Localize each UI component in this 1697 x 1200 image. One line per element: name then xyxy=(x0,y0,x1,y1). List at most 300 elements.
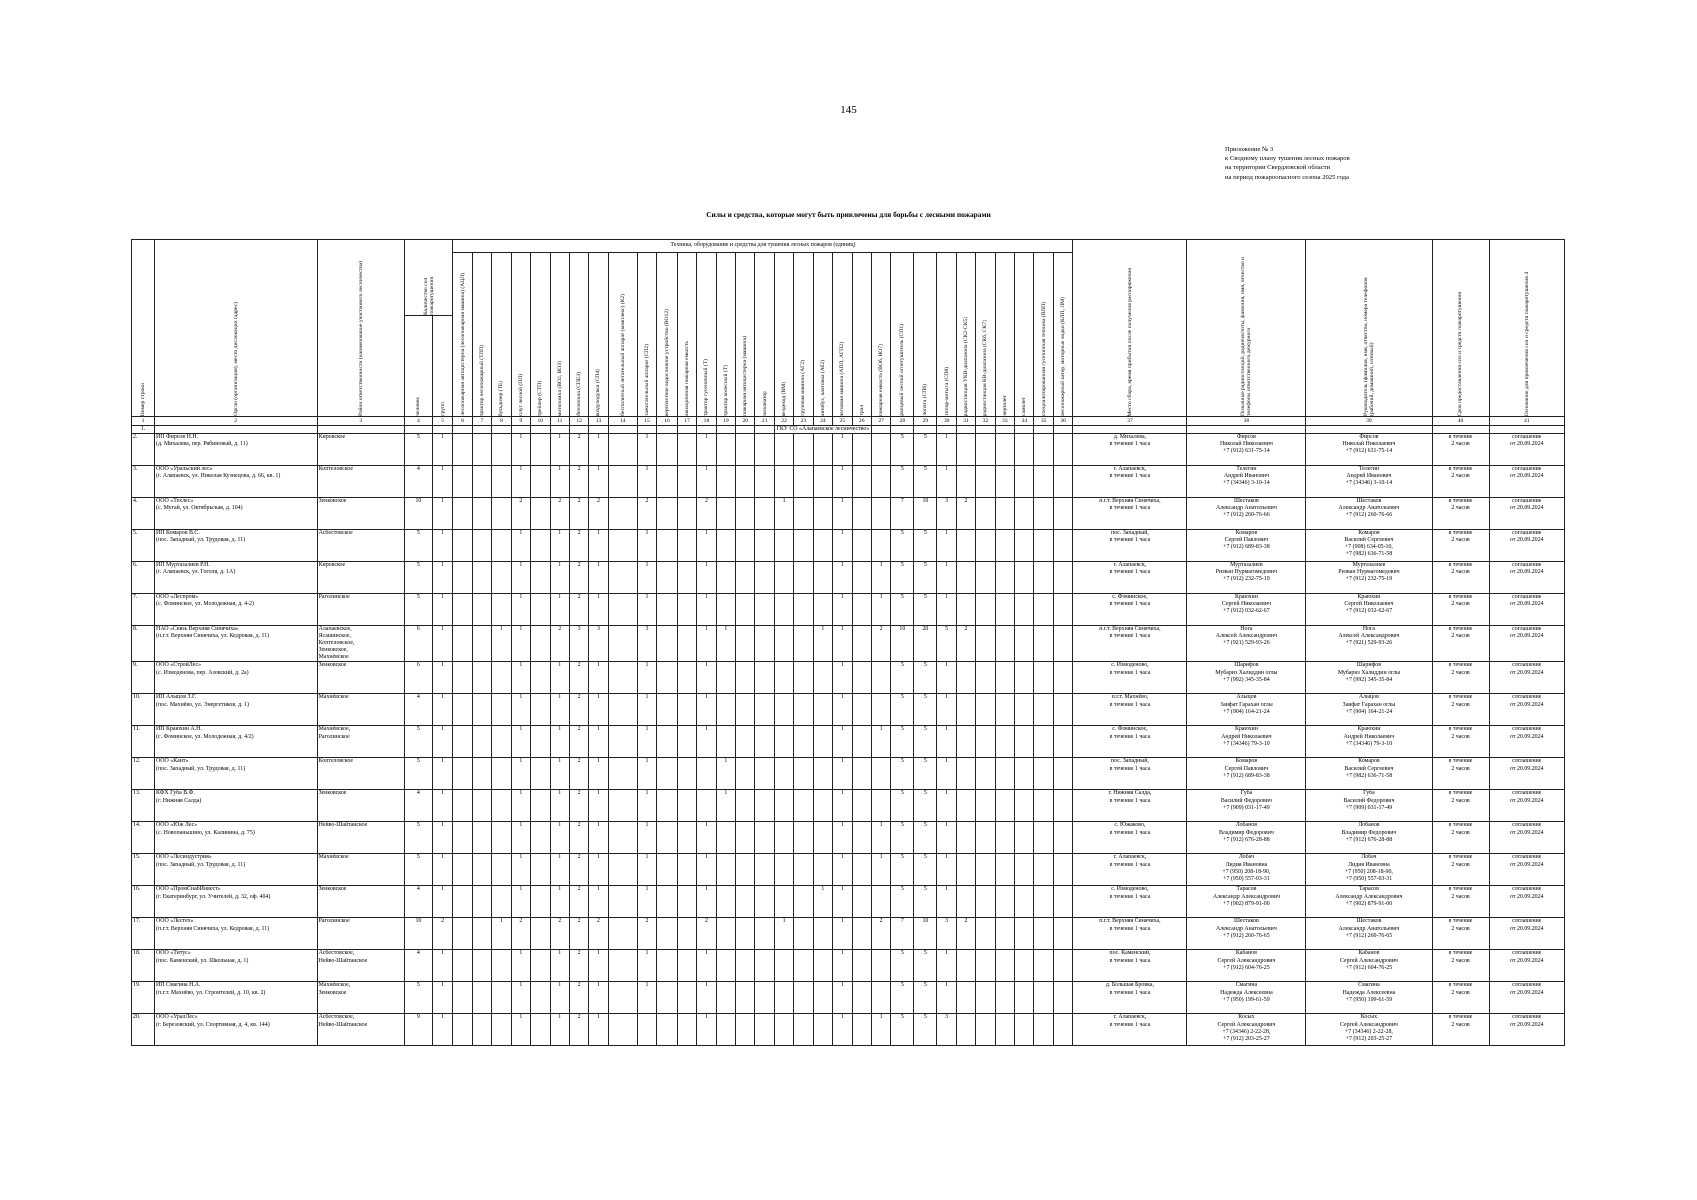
equipment-count xyxy=(608,434,637,466)
gathering-cell: пос. Каменский, в течение 1 часа xyxy=(1073,950,1187,982)
equipment-count xyxy=(774,790,793,822)
equipment-count: 1 xyxy=(716,626,735,662)
equipment-count xyxy=(716,662,735,694)
equipment-count xyxy=(608,982,637,1014)
equipment-count: 1 xyxy=(589,594,608,626)
equipment-count xyxy=(472,530,491,562)
equipment-count xyxy=(1053,726,1073,758)
people-count: 5 xyxy=(404,726,432,758)
district-cell: Зенковское xyxy=(317,662,404,694)
equipment-count xyxy=(794,854,813,886)
equipment-count: 1 xyxy=(697,626,716,662)
equipment-count xyxy=(755,530,774,562)
org-cell: ООО «УралЛес» (г. Березовский, ул. Спортивная, д. 4, кв. 144) xyxy=(155,1014,318,1046)
column-number: 20 xyxy=(736,417,755,426)
term-cell: в течение 2 часов xyxy=(1432,886,1489,918)
equipment-count: 1 xyxy=(589,790,608,822)
equipment-count xyxy=(774,886,793,918)
equipment-count xyxy=(774,726,793,758)
row-number: 14. xyxy=(132,822,155,854)
equipment-count xyxy=(1015,790,1034,822)
equipment-count xyxy=(852,918,871,950)
district-cell: Алапаевское, Ясашинское, Коптеловское, Зенковское, Махнёвское xyxy=(317,626,404,662)
column-number: 35 xyxy=(1034,417,1053,426)
equipment-count: 1 xyxy=(697,530,716,562)
header-equipment-10-text: трейлер (СТП) xyxy=(537,380,544,416)
header-equipment-30-text: топор-мотыга (СП8) xyxy=(943,367,950,416)
equipment-count xyxy=(657,950,678,982)
equipment-count: 1 xyxy=(697,694,716,726)
equipment-count: 2 xyxy=(569,726,588,758)
equipment-count xyxy=(976,530,995,562)
gathering-cell: пос. Западный, в течение 1 часа xyxy=(1073,758,1187,790)
equipment-count xyxy=(677,982,696,1014)
equipment-count: 1 xyxy=(511,662,530,694)
people-count: 4 xyxy=(404,694,432,726)
groups-count: 1 xyxy=(432,822,453,854)
equipment-count xyxy=(813,758,832,790)
column-number: 19 xyxy=(716,417,735,426)
equipment-count xyxy=(976,694,995,726)
equipment-count xyxy=(608,822,637,854)
column-number: 32 xyxy=(976,417,995,426)
equipment-count xyxy=(755,626,774,662)
equipment-count xyxy=(736,466,755,498)
equipment-count: 2 xyxy=(569,950,588,982)
equipment-count: 1 xyxy=(833,758,852,790)
table-row xyxy=(132,918,1565,950)
equipment-count xyxy=(852,626,871,662)
equipment-count xyxy=(1015,626,1034,662)
equipment-count xyxy=(677,822,696,854)
column-number: 27 xyxy=(871,417,890,426)
equipment-count xyxy=(1015,466,1034,498)
gathering-cell: г. Алапаевск, в течение 1 часа xyxy=(1073,466,1187,498)
equipment-count xyxy=(736,854,755,886)
equipment-count xyxy=(755,498,774,530)
equipment-count: 5 xyxy=(914,562,937,594)
column-number: 14 xyxy=(608,417,637,426)
table-row xyxy=(132,950,1565,982)
head-cell: Телегин Андрей Иванович +7 (34346) 3-10-14 xyxy=(1306,466,1432,498)
row-number: 13. xyxy=(132,790,155,822)
equipment-count xyxy=(852,854,871,886)
column-number: 5 xyxy=(432,417,453,426)
org-cell: ООО «СтройЛес» (с. Измоденова, пер. Азовский, д. 2а) xyxy=(155,662,318,694)
equipment-count xyxy=(736,758,755,790)
equipment-count: 1 xyxy=(937,790,956,822)
equipment-count xyxy=(1034,886,1053,918)
org-cell: ООО «Леспром» (с. Фоминское, ул. Молодежная, д. 4-2) xyxy=(155,594,318,626)
equipment-count xyxy=(1053,822,1073,854)
equipment-count: 1 xyxy=(492,918,511,950)
term-cell: в течение 2 часов xyxy=(1432,726,1489,758)
row-number: 6. xyxy=(132,562,155,594)
equipment-count xyxy=(1053,594,1073,626)
equipment-count xyxy=(794,498,813,530)
equipment-count xyxy=(608,918,637,950)
equipment-count xyxy=(472,434,491,466)
head-cell: Краюхин Андрей Николаевич +7 (34346) 79-3-10 xyxy=(1306,726,1432,758)
equipment-count xyxy=(608,662,637,694)
equipment-count xyxy=(755,854,774,886)
row-number: 10. xyxy=(132,694,155,726)
equipment-count: 1 xyxy=(550,854,569,886)
equipment-count xyxy=(531,562,550,594)
column-number: 21 xyxy=(755,417,774,426)
equipment-count: 1 xyxy=(697,466,716,498)
equipment-count xyxy=(453,694,472,726)
equipment-count: 2 xyxy=(569,886,588,918)
equipment-count xyxy=(774,466,793,498)
appendix-note xyxy=(1225,145,1350,182)
equipment-count: 2 xyxy=(569,694,588,726)
equipment-count xyxy=(716,1014,735,1046)
header-equipment-34-text: самолет xyxy=(1021,396,1028,416)
equipment-count: 5 xyxy=(891,530,914,562)
equipment-count xyxy=(657,466,678,498)
head-cell: Лобанов Владимир Федорович +7 (912) 676-28-88 xyxy=(1306,822,1432,854)
equipment-count: 5 xyxy=(914,950,937,982)
column-number: 39 xyxy=(1306,417,1432,426)
equipment-count xyxy=(852,1014,871,1046)
table-row xyxy=(132,466,1565,498)
equipment-count: 1 xyxy=(871,726,890,758)
equipment-count xyxy=(716,562,735,594)
equipment-count: 1 xyxy=(697,662,716,694)
equipment-count xyxy=(956,726,975,758)
equipment-count xyxy=(1053,662,1073,694)
equipment-count: 1 xyxy=(937,562,956,594)
header-equipment-19-text: трактор колесный (Т) xyxy=(722,364,729,416)
equipment-count: 1 xyxy=(511,726,530,758)
equipment-count: 5 xyxy=(914,822,937,854)
org-cell: ИП Алыцов З.Г. (пос. Махнёво, ул. Энергетиков, д. 1) xyxy=(155,694,318,726)
header-equipment-24 xyxy=(813,253,832,417)
equipment-count xyxy=(956,886,975,918)
term-cell: в течение 2 часов xyxy=(1432,498,1489,530)
equipment-count xyxy=(1015,1014,1034,1046)
empty-cell xyxy=(914,426,937,434)
row-number: 5. xyxy=(132,530,155,562)
empty-cell xyxy=(956,426,975,434)
equipment-count xyxy=(755,594,774,626)
header-basis-text: Основание для привлечения сил и средств пожаротушения 4 xyxy=(1523,271,1530,416)
empty-cell xyxy=(1432,426,1489,434)
equipment-count: 1 xyxy=(550,562,569,594)
equipment-count xyxy=(956,530,975,562)
empty-cell xyxy=(937,426,956,434)
equipment-count: 1 xyxy=(511,466,530,498)
equipment-count xyxy=(976,790,995,822)
header-people xyxy=(404,316,432,417)
equipment-count xyxy=(995,466,1014,498)
equipment-count xyxy=(852,434,871,466)
groups-count: 1 xyxy=(432,626,453,662)
equipment-count xyxy=(774,822,793,854)
equipment-count: 1 xyxy=(833,626,852,662)
empty-cell xyxy=(569,426,588,434)
org-cell: ООО «Техлес» (с. Мугай, ул. Октябрьская, д. 104) xyxy=(155,498,318,530)
people-count: 10 xyxy=(404,918,432,950)
radio-cell: Фирсов Николай Николаевич +7 (912) 631-75-14 xyxy=(1187,434,1306,466)
equipment-count xyxy=(976,662,995,694)
header-equipment-6 xyxy=(453,253,472,417)
empty-cell xyxy=(637,426,656,434)
equipment-count xyxy=(736,1014,755,1046)
equipment-count xyxy=(794,434,813,466)
equipment-count xyxy=(657,434,678,466)
equipment-count: 2 xyxy=(550,626,569,662)
equipment-count xyxy=(813,434,832,466)
equipment-count: 1 xyxy=(937,822,956,854)
equipment-count xyxy=(871,950,890,982)
header-groups-text: групп xyxy=(439,402,446,416)
empty-cell xyxy=(608,426,637,434)
people-count: 5 xyxy=(404,530,432,562)
column-number: 41 xyxy=(1489,417,1564,426)
equipment-count xyxy=(1053,562,1073,594)
equipment-count: 5 xyxy=(891,822,914,854)
term-cell: в течение 2 часов xyxy=(1432,918,1489,950)
basis-cell: соглашение от 20.09.2024 xyxy=(1489,498,1564,530)
equipment-count xyxy=(995,562,1014,594)
equipment-count xyxy=(794,530,813,562)
district-cell: Махнёвское xyxy=(317,854,404,886)
head-cell: Нога Алексей Александрович +7 (921) 529-93-26 xyxy=(1306,626,1432,662)
equipment-count xyxy=(716,498,735,530)
column-number: 15 xyxy=(637,417,656,426)
equipment-count: 2 xyxy=(569,1014,588,1046)
equipment-count: 1 xyxy=(937,594,956,626)
equipment-count xyxy=(716,982,735,1014)
empty-cell xyxy=(1306,426,1432,434)
table-row xyxy=(132,530,1565,562)
column-number: 18 xyxy=(697,417,716,426)
equipment-count: 5 xyxy=(914,758,937,790)
equipment-count: 1 xyxy=(589,694,608,726)
gathering-cell: г. Алапаевск, в течение 1 часа xyxy=(1073,1014,1187,1046)
org-cell: ООО «Кант» (пос. Западный, ул. Трудовая, д. 11) xyxy=(155,758,318,790)
equipment-count xyxy=(472,854,491,886)
head-cell: Кабанов Сергей Александрович +7 (912) 604-76-25 xyxy=(1306,950,1432,982)
equipment-count xyxy=(736,822,755,854)
row-number: 2. xyxy=(132,434,155,466)
equipment-count xyxy=(492,982,511,1014)
equipment-count: 1 xyxy=(833,1014,852,1046)
header-equipment-10 xyxy=(531,253,550,417)
equipment-count: 1 xyxy=(589,854,608,886)
equipment-count xyxy=(774,982,793,1014)
equipment-count xyxy=(813,562,832,594)
equipment-count xyxy=(956,434,975,466)
org-cell: ООО «ПромСнабИнвест» (г. Екатеринбург, ул. Учителей, д. 32, оф. 404) xyxy=(155,886,318,918)
equipment-count: 1 xyxy=(833,434,852,466)
header-equipment-26 xyxy=(852,253,871,417)
equipment-count xyxy=(976,498,995,530)
equipment-count xyxy=(472,950,491,982)
equipment-count: 5 xyxy=(937,626,956,662)
equipment-count xyxy=(871,498,890,530)
header-district-text: Район ответственности (наименование участкового лесничества) xyxy=(357,260,364,416)
equipment-count xyxy=(755,982,774,1014)
basis-cell: соглашение от 20.09.2024 xyxy=(1489,790,1564,822)
equipment-count: 1 xyxy=(697,854,716,886)
column-number: 2 xyxy=(155,417,318,426)
header-head-text: Руководитель (фамилия, имя, отчество, номера телефонов (рабочий, домашний, сотовый) xyxy=(1362,277,1375,416)
equipment-count: 1 xyxy=(813,626,832,662)
equipment-count xyxy=(531,886,550,918)
section-title: ГКУ СО «Алапаевское лесничество» xyxy=(774,426,871,434)
people-count: 4 xyxy=(404,950,432,982)
equipment-count xyxy=(1053,918,1073,950)
groups-count: 1 xyxy=(432,594,453,626)
equipment-count: 2 xyxy=(569,758,588,790)
equipment-count xyxy=(472,594,491,626)
equipment-count xyxy=(813,982,832,1014)
equipment-count: 2 xyxy=(569,498,588,530)
head-cell: Тарасов Александр Александрович +7 (902) 879-91-00 xyxy=(1306,886,1432,918)
header-radio-text: Позывные радиостанций, радиочастоты, фамилия, имя, отчество и телефоны ответственного дежурного xyxy=(1240,256,1253,416)
equipment-count: 5 xyxy=(891,950,914,982)
equipment-count xyxy=(794,886,813,918)
equipment-count xyxy=(657,530,678,562)
equipment-count: 5 xyxy=(914,982,937,1014)
equipment-count: 1 xyxy=(833,594,852,626)
equipment-count: 1 xyxy=(511,1014,530,1046)
radio-cell: Муртазалиев Ризван Нурмагомедович +7 (912) 232-75-19 xyxy=(1187,562,1306,594)
equipment-count xyxy=(852,694,871,726)
groups-count: 1 xyxy=(432,854,453,886)
equipment-count: 1 xyxy=(511,982,530,1014)
equipment-count xyxy=(453,1014,472,1046)
equipment-count xyxy=(1034,726,1053,758)
equipment-count xyxy=(716,530,735,562)
equipment-count xyxy=(608,886,637,918)
empty-cell xyxy=(697,426,716,434)
equipment-count: 2 xyxy=(511,498,530,530)
equipment-count xyxy=(736,594,755,626)
equipment-count xyxy=(492,434,511,466)
equipment-count xyxy=(657,918,678,950)
equipment-count xyxy=(472,758,491,790)
header-equipment-36-text: лесопожарный катер, моторные лодки (КЛП, ЛМ) xyxy=(1060,296,1067,416)
equipment-count xyxy=(956,466,975,498)
equipment-count xyxy=(677,530,696,562)
equipment-count: 2 xyxy=(871,626,890,662)
equipment-count: 1 xyxy=(589,530,608,562)
equipment-count xyxy=(531,662,550,694)
district-cell: Асбестовское xyxy=(317,530,404,562)
column-number: 22 xyxy=(774,417,793,426)
radio-cell: Краюхин Сергей Николаевич +7 (912) 032-62-67 xyxy=(1187,594,1306,626)
equipment-count: 2 xyxy=(569,918,588,950)
equipment-count xyxy=(453,466,472,498)
column-number: 26 xyxy=(852,417,871,426)
equipment-count: 5 xyxy=(891,1014,914,1046)
equipment-count xyxy=(755,790,774,822)
equipment-count xyxy=(995,726,1014,758)
equipment-count: 1 xyxy=(813,886,832,918)
equipment-count: 7 xyxy=(891,918,914,950)
column-number: 9 xyxy=(511,417,530,426)
org-cell: ИП Фирсов Н.Н. (д. Михалева, пер. Рябиновый, д. 11) xyxy=(155,434,318,466)
equipment-count xyxy=(1034,982,1053,1014)
section-number: 1. xyxy=(132,426,155,434)
empty-cell xyxy=(492,426,511,434)
groups-count: 1 xyxy=(432,790,453,822)
radio-cell: Краюхин Андрей Николаевич +7 (34346) 79-3-10 xyxy=(1187,726,1306,758)
equipment-count xyxy=(1053,758,1073,790)
district-cell: Махнёвское xyxy=(317,694,404,726)
equipment-count xyxy=(813,694,832,726)
equipment-count xyxy=(453,498,472,530)
table-row xyxy=(132,854,1565,886)
head-cell: Комаров Василий Сергеевич +7 (908) 634-05-10, +7 (982) 636-71-58 xyxy=(1306,530,1432,562)
equipment-count: 2 xyxy=(697,918,716,950)
equipment-count: 1 xyxy=(511,886,530,918)
equipment-count xyxy=(1034,662,1053,694)
equipment-count xyxy=(1034,822,1053,854)
equipment-count xyxy=(716,466,735,498)
equipment-count: 2 xyxy=(569,562,588,594)
equipment-count xyxy=(755,726,774,758)
gathering-cell: д. Большая Бровка, в течение 1 часа xyxy=(1073,982,1187,1014)
equipment-count xyxy=(453,562,472,594)
equipment-count xyxy=(1015,662,1034,694)
people-count: 5 xyxy=(404,822,432,854)
equipment-count: 1 xyxy=(937,886,956,918)
equipment-count xyxy=(956,854,975,886)
equipment-count xyxy=(677,694,696,726)
header-equipment-9 xyxy=(511,253,530,417)
equipment-count xyxy=(472,726,491,758)
equipment-count xyxy=(852,822,871,854)
head-cell: Лобач Лидия Ивановна +7 (950) 208-18-90, +7 (950) 557-03-31 xyxy=(1306,854,1432,886)
header-equipment-27-text: пожарная емкость (ВОб, ВО7) xyxy=(878,343,885,416)
equipment-count: 1 xyxy=(937,466,956,498)
equipment-count xyxy=(677,594,696,626)
header-equipment-22 xyxy=(774,253,793,417)
equipment-count xyxy=(677,626,696,662)
table-row xyxy=(132,1014,1565,1046)
equipment-count: 1 xyxy=(833,790,852,822)
empty-cell xyxy=(976,426,995,434)
empty-cell xyxy=(677,426,696,434)
equipment-count xyxy=(995,662,1014,694)
equipment-count: 1 xyxy=(511,854,530,886)
equipment-count: 1 xyxy=(589,726,608,758)
groups-count: 1 xyxy=(432,498,453,530)
equipment-count: 1 xyxy=(637,726,656,758)
column-number: 38 xyxy=(1187,417,1306,426)
equipment-count xyxy=(813,822,832,854)
equipment-count xyxy=(1015,950,1034,982)
row-number: 7. xyxy=(132,594,155,626)
equipment-count: 1 xyxy=(550,758,569,790)
equipment-count: 5 xyxy=(914,434,937,466)
equipment-count: 1 xyxy=(589,466,608,498)
equipment-count xyxy=(995,694,1014,726)
equipment-count xyxy=(677,726,696,758)
equipment-count: 1 xyxy=(589,434,608,466)
equipment-count xyxy=(531,726,550,758)
column-number: 25 xyxy=(833,417,852,426)
equipment-count xyxy=(1034,854,1053,886)
header-radio xyxy=(1187,240,1306,417)
equipment-count xyxy=(995,498,1014,530)
equipment-count: 1 xyxy=(589,662,608,694)
